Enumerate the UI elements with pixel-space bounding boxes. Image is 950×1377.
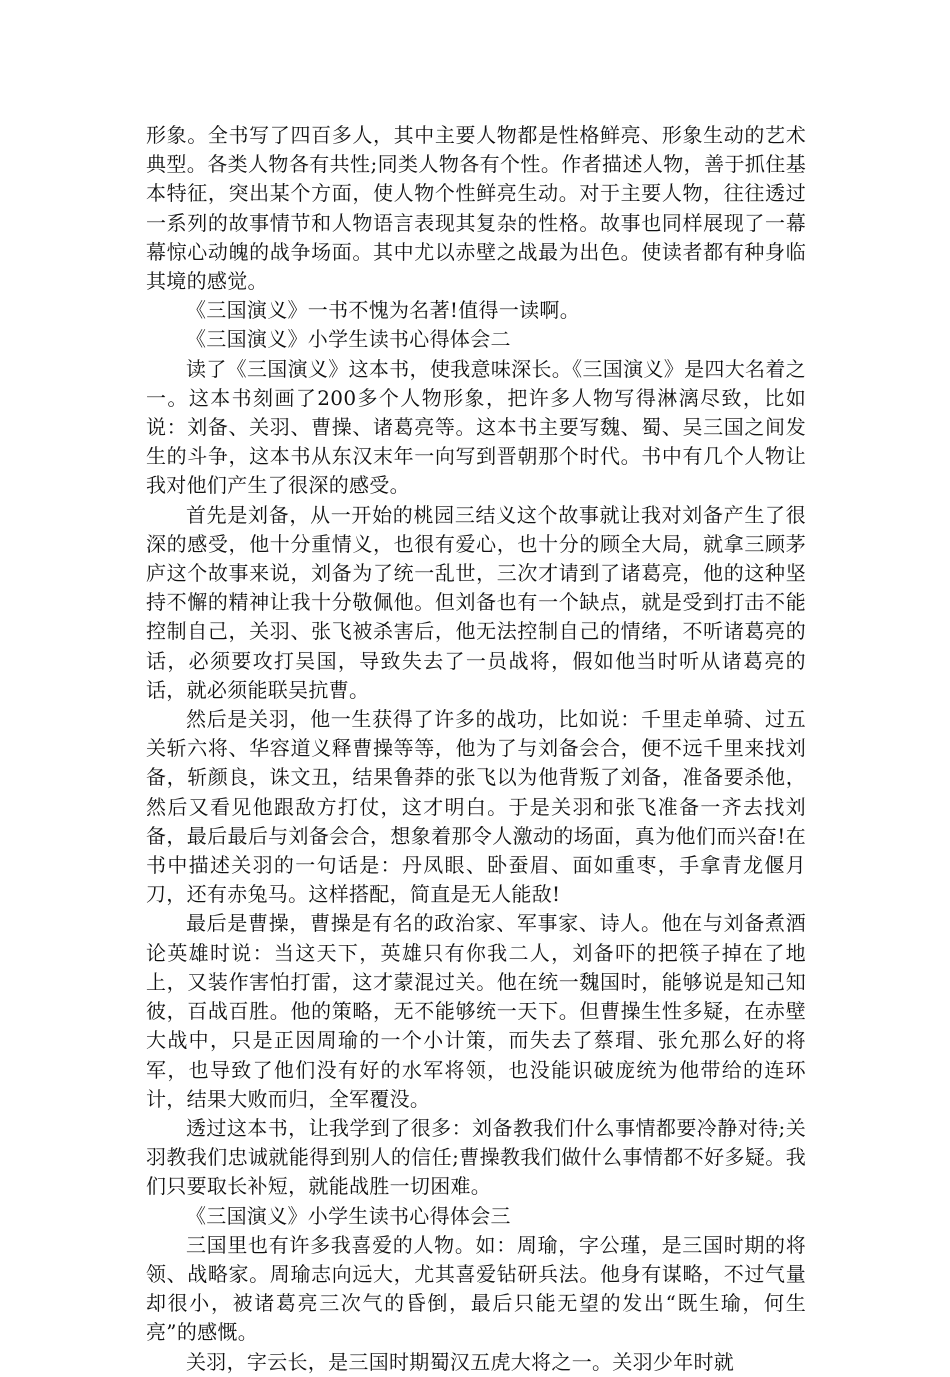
paragraph-guanyu: 然后是关羽，他一生获得了许多的战功，比如说：千里走单骑、过五关斩六将、华容道义释曹操等等，他为了与刘备会合，便不远千里来找刘备，斩颜良，诛文丑，结果鲁莽的张飞以为他背叛了刘备，准备要杀他，然后又看见他跟敌方打仗，这才明白。于是关羽和张飞准备一齐去找刘备，最后最后与刘备会合，想象着那令人激动的场面，真为他们而兴奋!在书中描述关羽的一句话是：丹凤眼、卧蚕眉、面如重枣，手拿青龙偃月刀，还有赤兔马。这样搭配，简直是无人能敌! [146,707,806,907]
paragraph-recommendation: 《三国演义》一书不愧为名著!值得一读啊。 [186,298,581,323]
paragraph-zhouyu: 三国里也有许多我喜爱的人物。如：周瑜，字公瑾，是三国时期的将领、战略家。周瑜志向远大，尤其喜爱钻研兵法。他身有谋略，不过气量却很小，被诸葛亮三次气的昏倒，最后只能无望的发出“既生瑜，何生亮”的感慨。 [146,1232,806,1345]
section-title-2: 《三国演义》小学生读书心得体会二 [186,327,511,352]
paragraph-overview: 读了《三国演义》这本书，使我意味深长。《三国演义》是四大名着之一。这本书刻画了200多个人物形象，把许多人物写得淋漓尽致，比如说：刘备、关羽、曹操、诸葛亮等。这本书主要写魏、蜀、吴三国之间发生的斗争，这本书从东汉末年一向写到晋朝那个时代。书中有几个人物让我对他们产生了很深的感受。 [146,356,806,498]
paragraph-caocao: 最后是曹操，曹操是有名的政治家、军事家、诗人。他在与刘备煮酒论英雄时说：当这天下，英雄只有你我二人，刘备吓的把筷子掉在了地上，又装作害怕打雷，这才蒙混过关。他在统一魏国时，能够说是知己知彼，百战百胜。他的策略，无不能够统一天下。但曹操生性多疑，在赤壁大战中，只是正因周瑜的一个小计策，而失去了蔡瑁、张允那么好的将军，也导致了他们没有好的水军将领，也没能识破庞统为他带给的连环计，结果大败而归，全军覆没。 [146,911,806,1111]
paragraph-intro-continued: 形象。全书写了四百多人，其中主要人物都是性格鲜亮、形象生动的艺术典型。各类人物各有共性;同类人物各有个性。作者描述人物，善于抓住基本特征，突出某个方面，使人物个性鲜亮生动。对于主要人物，往往透过一系列的故事情节和人物语言表现其复杂的性格。故事也同样展现了一幕幕惊心动魄的战争场面。其中尤以赤壁之战最为出色。使读者都有种身临其境的感觉。 [146,123,806,294]
document-body [146,121,806,1377]
section-title-3: 《三国演义》小学生读书心得体会三 [186,1203,511,1228]
paragraph-lessons: 透过这本书，让我学到了很多：刘备教我们什么事情都要冷静对待;关羽教我们忠诚就能得到别人的信任;曹操教我们做什么事情都不好多疑。我们只要取长补短，就能战胜一切困难。 [146,1115,806,1199]
paragraph-guanyu-intro: 关羽，字云长，是三国时期蜀汉五虎大将之一。关羽少年时就 [186,1349,735,1374]
paragraph-liubei: 首先是刘备，从一开始的桃园三结义这个故事就让我对刘备产生了很深的感受，他十分重情义，也很有爱心，也十分的顾全大局，就拿三顾茅庐这个故事来说，刘备为了统一乱世，三次才请到了诸葛亮，他的这种坚持不懈的精神让我十分敬佩他。但刘备也有一个缺点，就是受到打击不能控制自己，关羽、张飞被杀害后，他无法控制自己的情绪，不听诸葛亮的话，必须要攻打吴国，导致失去了一员战将，假如他当时听从诸葛亮的话，就必须能联吴抗曹。 [146,502,806,702]
